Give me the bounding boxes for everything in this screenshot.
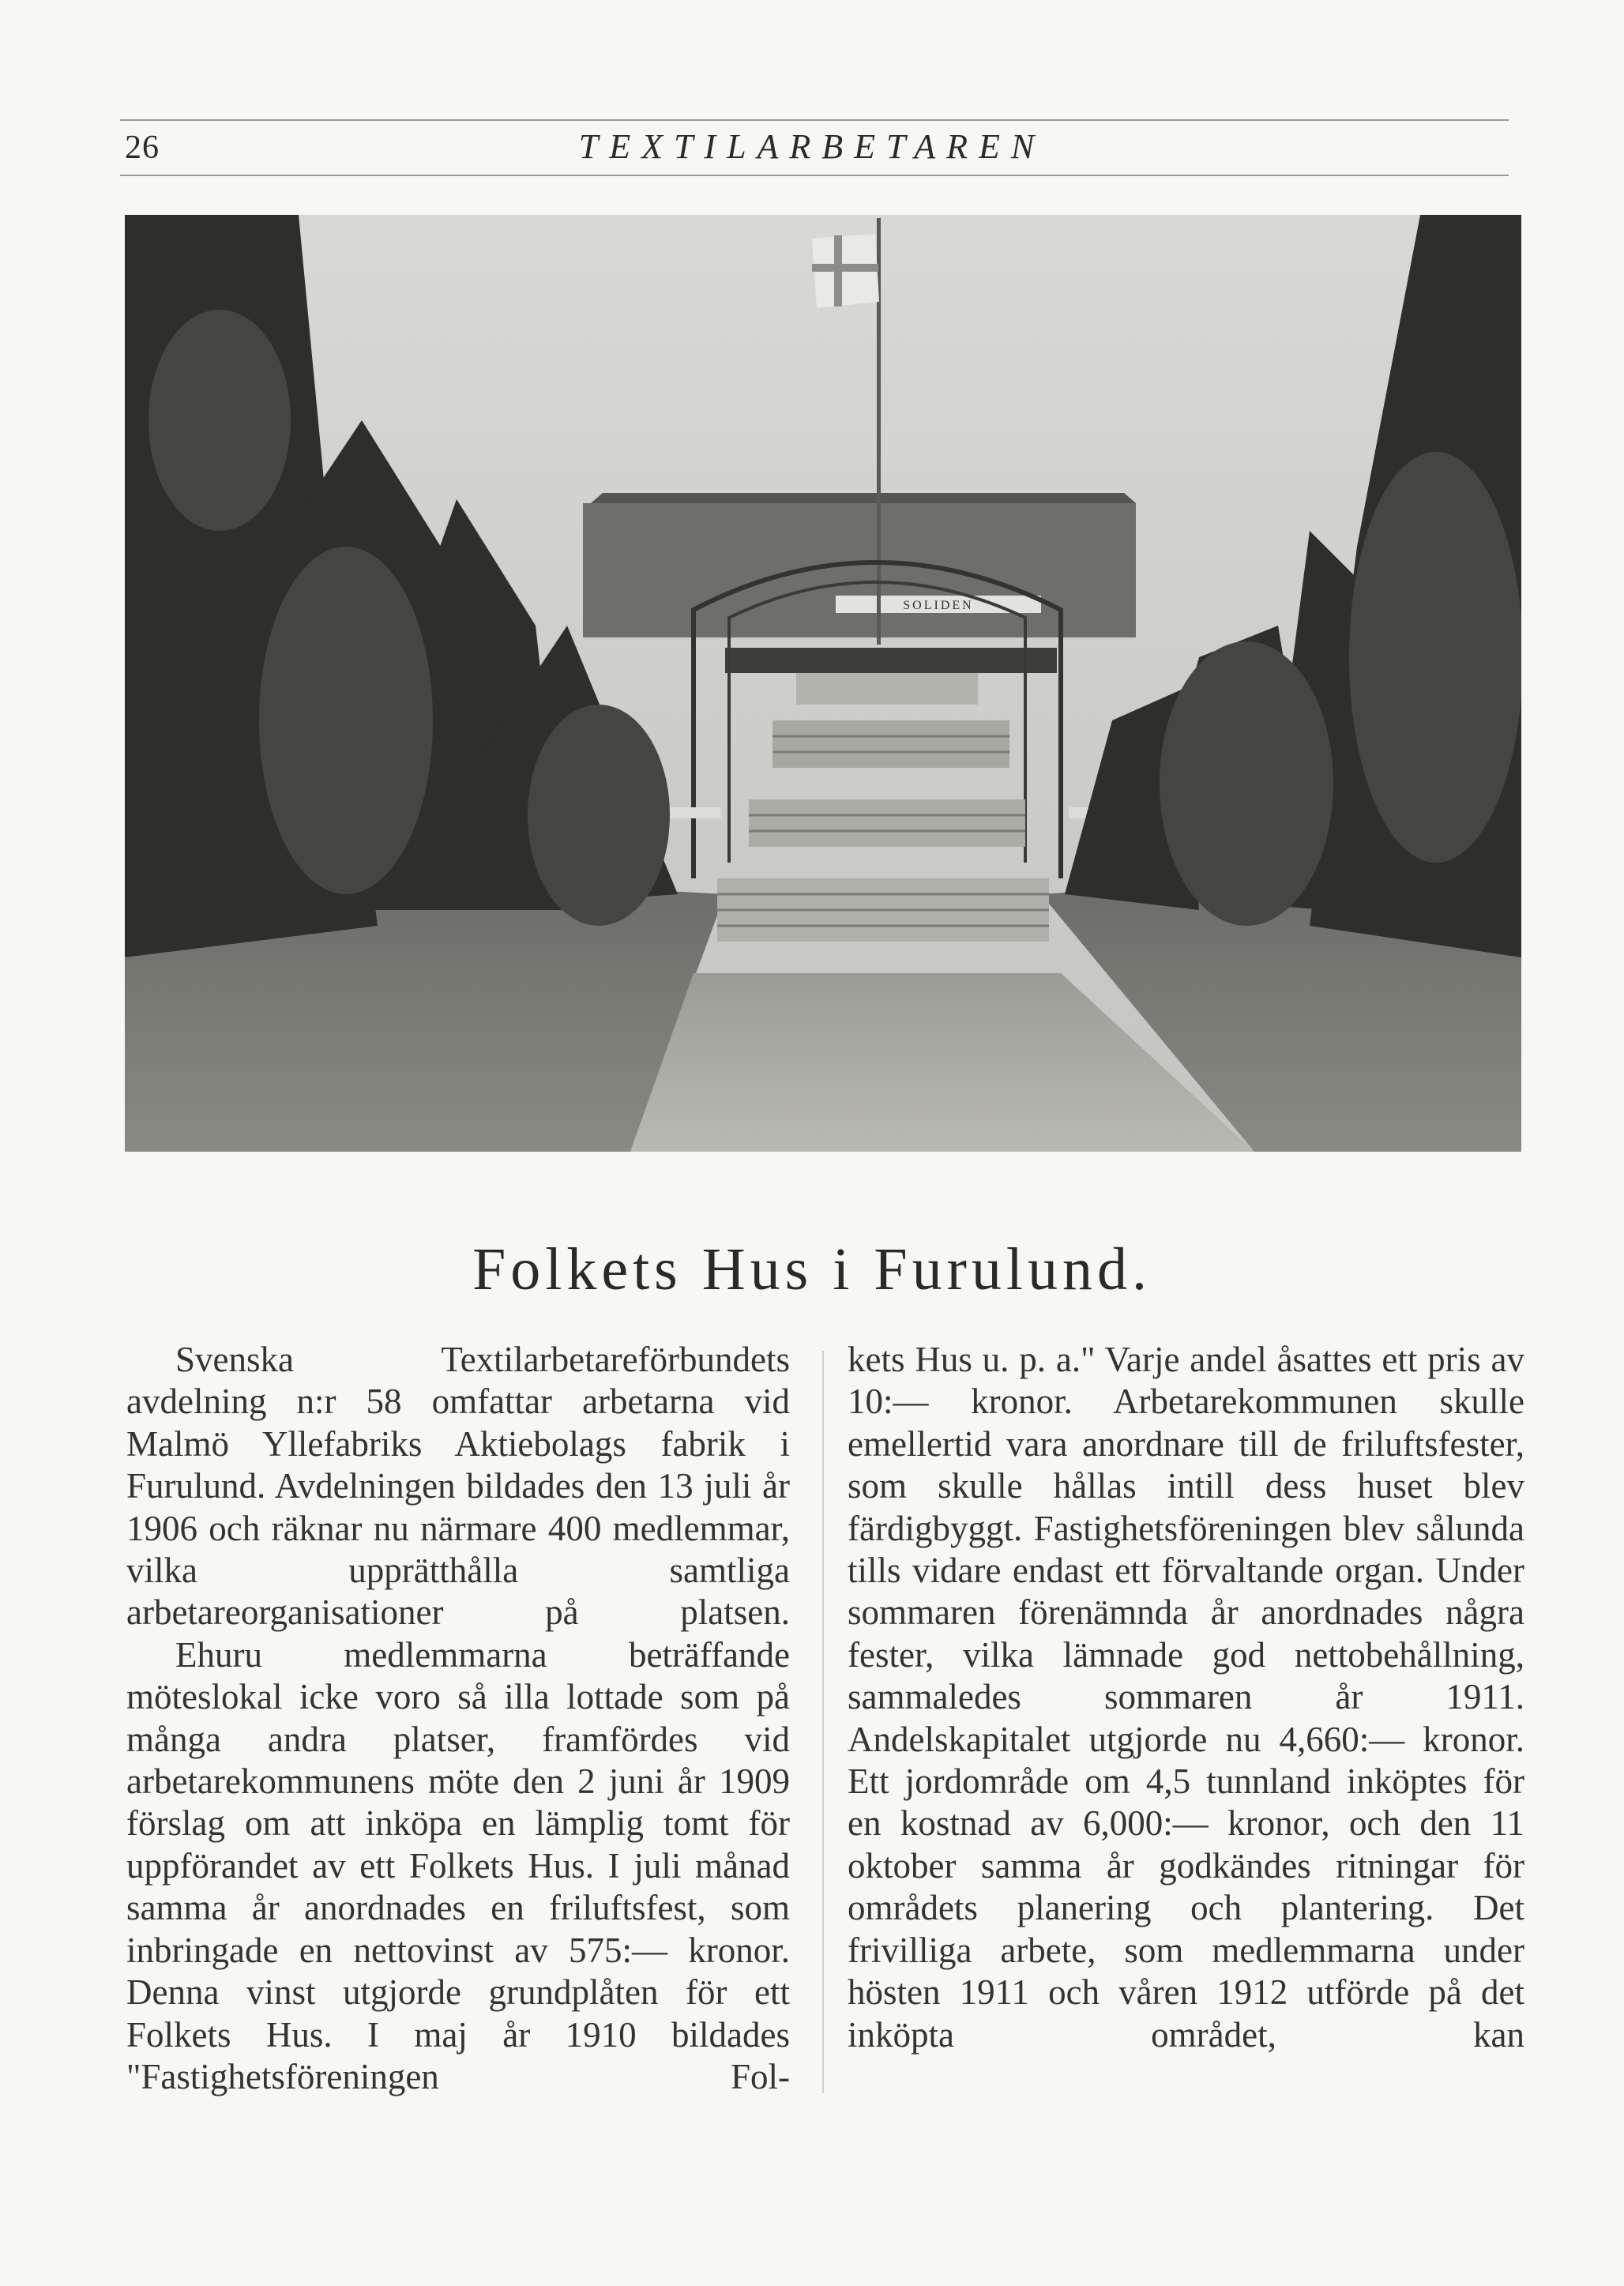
paragraph: Svenska Textilarbetareförbundets avdelning n:r 58 omfattar arbetarna vid Malmö Yllefabriks Aktiebolags fabrik i Furulund. Avdelningen bildades den 13 juli år 1906 och räknar nu närmare 400 medlemmar, vilka upprätthålla samtliga arbetareorganisationer på platsen. — [126, 1340, 790, 1633]
paragraph: Ehuru medlemmarna beträffande möteslokal icke voro så illa lottade som på många andra platser, framfördes vid arbetarekommunens möte den 2 juni år 1909 förslag om att inköpa en lämplig tomt för uppförandet av ett Folkets Hus. I juli månad samma år anordnades en friluftsfest, som inbringade en nettovinst av 575:— kronor. Denna vinst utgjorde grundplåten för ett Folkets Hus. I maj år 1910 bildades "Fastighetsföreningen Fol- — [126, 1634, 790, 2096]
paragraph: kets Hus u. p. a." Varje andel åsattes ett pris av 10:— kronor. Arbetarekommunen skulle emellertid vara anordnare till de friluftsfester, som skulle hållas intill dess huset blev färdigbyggt. Fastighetsföreningen blev sålunda tills vidare endast ett förvaltande organ. Under sommaren förenämnda år anordnades några fester, vilka lämnade god nettobehållning, sammaledes sommaren år 1911. Andelskapitalet utgjorde nu 4,660:— kronor. Ett jordområde om 4,5 tunnland inköptes för en kostnad av 6,000:— kronor, och den 11 oktober samma år godkändes ritningar för områdets planering och plantering. Det frivilliga arbete, som medlemmarna under hösten 1911 och våren 1912 utförde på det inköpta området, kan — [848, 1340, 1524, 2055]
article-left-column — [126, 1339, 790, 2098]
building-sign: SOLIDEN — [903, 599, 974, 612]
running-head: TEXTILARBETAREN — [578, 127, 1046, 166]
header-bottom-rule — [120, 175, 1509, 176]
article-title: Folkets Hus i Furulund. — [472, 1236, 1152, 1303]
header-top-rule — [120, 119, 1509, 121]
column-rule — [822, 1351, 824, 2093]
page-number: 26 — [125, 130, 160, 166]
folkets-hus-photo — [125, 215, 1521, 1152]
article-right-column — [848, 1339, 1524, 2056]
